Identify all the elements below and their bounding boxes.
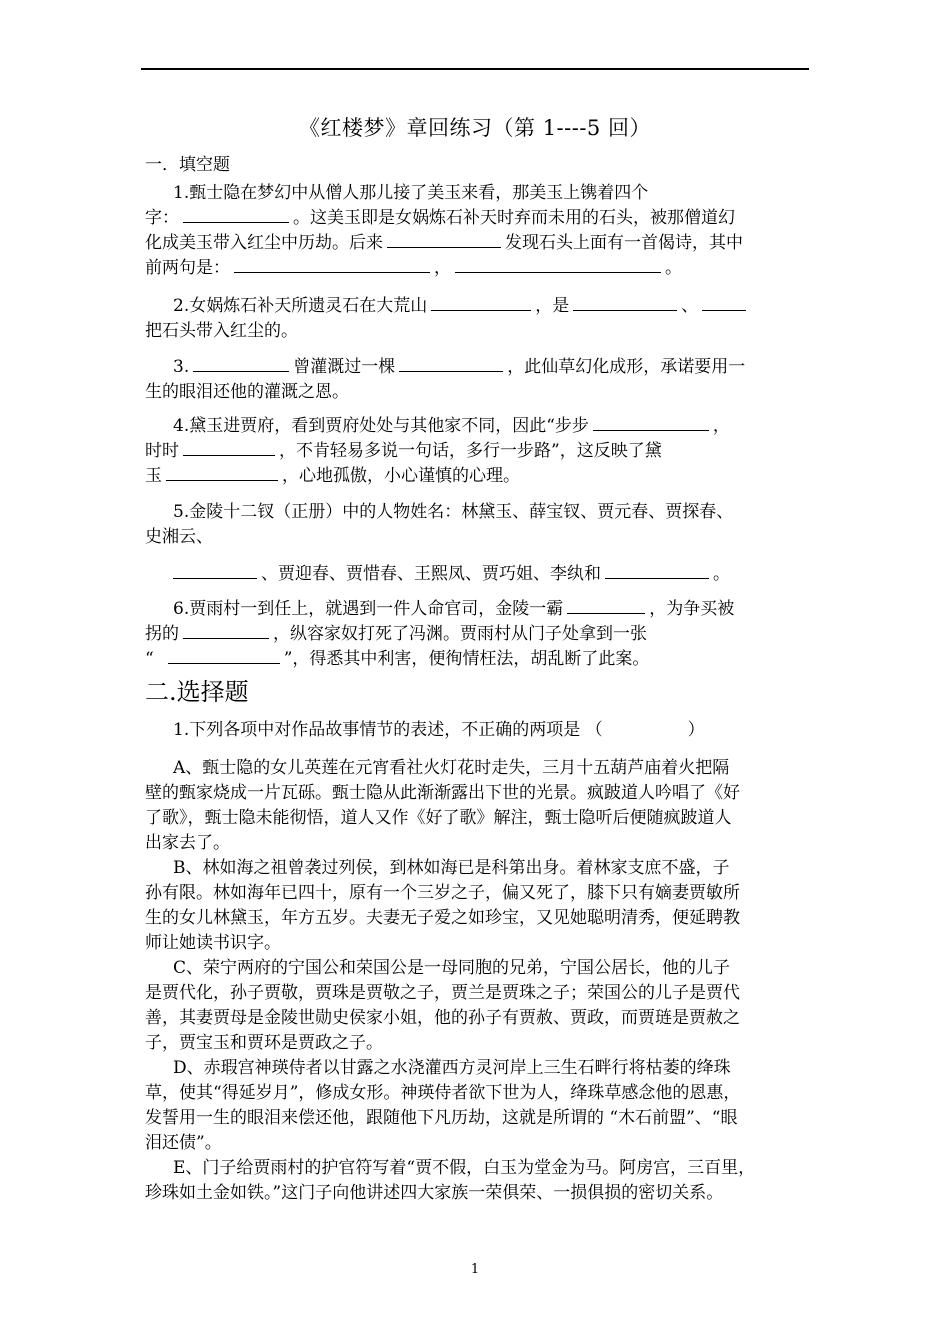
question-line: 前两句是： ， 。 <box>145 258 682 278</box>
question-5 <box>145 500 810 550</box>
answer-blank[interactable] <box>234 256 430 273</box>
question-line: 时时 ，不肯轻易多说一句话，多行一步路”，这反映了黛 <box>145 441 662 461</box>
question-line: 5.金陵十二钗（正册）中的人物姓名：林黛玉、薛宝钗、贾元春、贾探春、 <box>173 502 734 522</box>
question-line: 字： 。这美玉即是女娲炼石补天时弃而未用的石头，被那僧道幻 <box>145 208 735 228</box>
option-c-line: 是贾代化，孙子贾敬，贾珠是贾敬之子，贾兰是贾珠之子；荣国公的儿子是贾代 <box>145 983 740 1003</box>
option-c-line: C、荣宁两府的宁国公和荣国公是一母同胞的兄弟，宁国公居长，他的儿子 <box>173 958 731 978</box>
option-e-line: E、门子给贾雨村的护官符写着“贾不假，白玉为堂金为马。阿房宫，三百里， <box>173 1158 756 1178</box>
answer-blank[interactable] <box>193 355 289 372</box>
question-line: 化成美玉带入红尘中历劫。后来 发现石头上面有一首偈诗，其中 <box>145 233 743 253</box>
option-e-line: 珍珠如土金如铁。”这门子向他讲述四大家族一荣俱荣、一损俱损的密切关系。 <box>145 1183 724 1203</box>
answer-blank[interactable] <box>183 622 269 639</box>
option-b-line: 生的女儿林黛玉，年方五岁。夫妻无子爱之如珍宝，又见她聪明清秀，便延聘教 <box>145 908 740 928</box>
option-b-line: B、林如海之祖曾袭过列侯，到林如海已是科第出身。着林家支庶不盛，子 <box>173 858 730 878</box>
question-line: 把石头带入红尘的。 <box>145 321 298 341</box>
question-6 <box>145 597 810 672</box>
answer-blank[interactable] <box>593 414 709 431</box>
answer-blank[interactable] <box>168 647 280 664</box>
answer-blank[interactable] <box>183 206 289 223</box>
page-title: 《红楼梦》章回练习（第 1----5 回） <box>299 116 651 140</box>
option-c-line: 善，其妻贾母是金陵世勋史侯家小姐，他的孙子有贾赦、贾政，而贾琏是贾赦之 <box>145 1008 740 1028</box>
option-d-line: 发誓用一生的眼泪来偿还他，跟随他下凡历劫，这就是所谓的 “木石前盟”、“眼 <box>145 1108 738 1128</box>
question-line: 1.甄士隐在梦幻中从僧人那儿接了美玉来看，那美玉上镌着四个 <box>173 183 649 203</box>
section-heading-multiple-choice: 二.选择题 <box>145 678 249 706</box>
question-line: 3. 曾灌溉过一棵 ，此仙草幻化成形，承诺要用一 <box>173 357 746 377</box>
option-a-line: 了歌》，甄士隐未能彻悟，道人又作《好了歌》解注，甄士隐听后便随疯跛道人 <box>145 808 732 828</box>
answer-blank[interactable] <box>605 562 709 579</box>
question-line: 4.黛玉进贾府，看到贾府处处与其他家不同，因此“步步 ， <box>173 416 730 436</box>
question-3 <box>145 355 810 405</box>
answer-blank[interactable] <box>702 294 746 311</box>
answer-blank[interactable] <box>166 464 278 481</box>
question-5-continued <box>145 562 810 587</box>
question-stem: 1.下列各项中对作品故事情节的表述，不正确的两项是 （ ） <box>173 720 705 740</box>
answer-blank[interactable] <box>573 294 677 311</box>
page-number: 1 <box>470 1262 480 1277</box>
option-b-line: 师让她读书识字。 <box>145 933 281 953</box>
question-line: 2.女娲炼石补天所遗灵石在大荒山 ，是 、 <box>145 294 810 319</box>
question-line: 生的眼泪还他的灌溉之恩。 <box>145 382 349 402</box>
question-line: 拐的 ，纵容家奴打死了冯渊。贾雨村从门子处拿到一张 <box>145 624 647 644</box>
options-block <box>145 756 810 1206</box>
question-line: 玉 ，心地孤傲，小心谨慎的心理。 <box>145 466 520 486</box>
choice-question-1 <box>145 718 810 743</box>
answer-blank[interactable] <box>399 355 503 372</box>
question-line: 6.贾雨村一到任上，就遇到一件人命官司，金陵一霸 ，为争买被 <box>173 599 735 619</box>
option-b-line: 孙有限。林如海年已四十，原有一个三岁之子，偏又死了，膝下只有嫡妻贾敏所 <box>145 883 740 903</box>
option-a-line: 壁的甄家烧成一片瓦砾。甄士隐从此渐渐露出下世的光景。疯跛道人吟唱了《好 <box>145 783 740 803</box>
option-d-line: D、赤瑕宫神瑛侍者以甘露之水浇灌西方灵河岸上三生石畔行将枯萎的绛珠 <box>173 1058 731 1078</box>
question-line: “ ”，得悉其中利害，便徇情枉法，胡乱断了此案。 <box>145 649 650 669</box>
answer-blank[interactable] <box>455 256 661 273</box>
option-c-line: 子，贾宝玉和贾环是贾政之子。 <box>145 1033 383 1053</box>
question-line: 史湘云、 <box>145 527 213 547</box>
question-2 <box>145 294 810 344</box>
question-1 <box>145 181 810 281</box>
option-d-line: 泪还债”。 <box>145 1133 222 1153</box>
option-a-line: 出家去了。 <box>145 833 230 853</box>
question-line: 、贾迎春、贾惜春、王熙凤、贾巧姐、李纨和 。 <box>145 562 810 587</box>
question-4 <box>145 414 810 489</box>
section-heading-fill-blank: 一．填空题 <box>145 155 230 175</box>
answer-blank[interactable] <box>387 231 501 248</box>
answer-blank[interactable] <box>431 294 531 311</box>
header-rule <box>141 68 809 70</box>
option-d-line: 草，使其“得延岁月”，修成女形。神瑛侍者欲下世为人，绛珠草感念他的恩惠， <box>145 1083 741 1103</box>
option-a-line: A、甄士隐的女儿英莲在元宵看社火灯花时走失，三月十五葫芦庙着火把隔 <box>173 758 730 778</box>
answer-blank[interactable] <box>173 562 257 579</box>
answer-blank[interactable] <box>567 597 645 614</box>
answer-blank[interactable] <box>183 439 275 456</box>
